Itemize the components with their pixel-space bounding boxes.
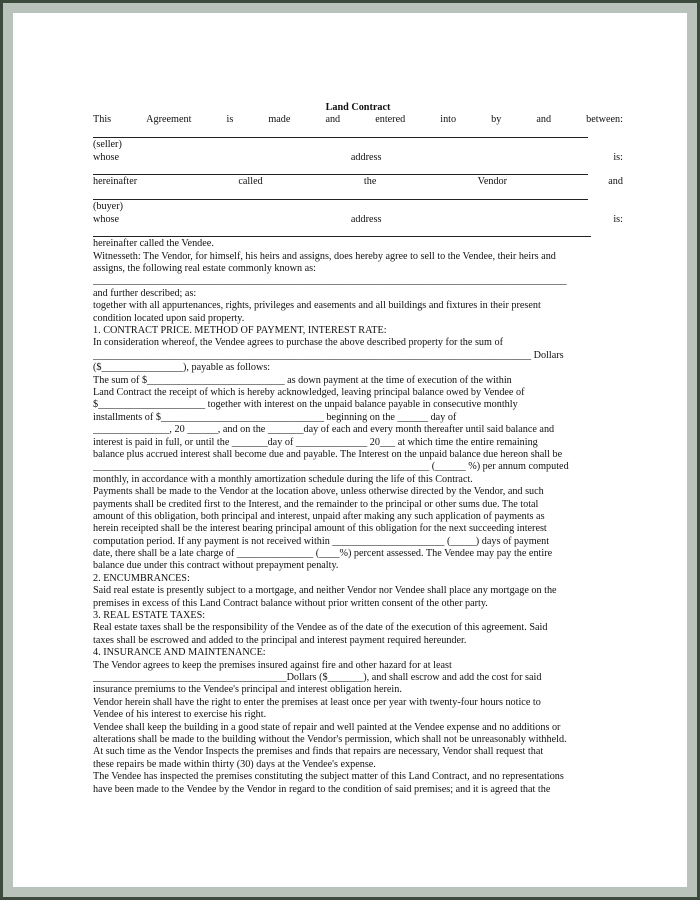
text-line: Real estate taxes shall be the responsibility of the Vendee as of the date of the execution of this agreement. Said [93,622,548,634]
text-line: insurance premiums to the Vendee's principal and interest obligation herein. [93,684,402,696]
text-line: $_____________________ together with interest on the unpaid balance payable in consecutive monthly [93,399,518,411]
text-line: date, there shall be a late charge of _______________ (____%) percent assessed. The Vendee may pay the entire [93,548,553,560]
document-frame [3,3,697,897]
seller-address-blank [93,164,623,176]
text-line: Land Contract the receipt of which is hereby acknowledged, leaving principal balance owed by Vendee of [93,387,525,398]
text-line: The Vendee has inspected the premises constituting the subject matter of this Land Contract, and no representations [93,771,564,783]
text-line: these repairs be made within thirty (30) days at the Vendee's expense. [93,758,376,770]
seller-address-line: whose address is: [93,151,623,163]
text-line: taxes shall be escrowed and added to the principal and interest payment required hereunder. [93,634,467,646]
buyer-address-blank [93,226,623,238]
document-page [13,13,687,887]
seller-name-blank [93,127,623,139]
text-line: Vendor herein shall have the right to enter the premises at least once per year with twenty-four hours notice to [93,696,541,708]
text-line: computation period. If any payment is not received within ______________________ (_____) days of payment [93,535,550,547]
text-line: and further described; as: [93,287,197,299]
seller-label: (seller) [93,139,122,151]
text-line: have been made to the Vendee by the Vendor in regard to the condition of said premises; and it is agreed that the [93,783,551,795]
buyer-address-line: whose address is: [93,213,623,225]
document-title: Land Contract [325,102,391,113]
text-line: _______________, 20 ______, and on the _______day of each and every month thereafter until said balance and [93,424,555,436]
text-line: Witnesseth: The Vendor, for himself, his heirs and assigns, does hereby agree to sell to the Vendee, their heirs and [93,250,556,262]
section-heading: 2. ENCUMBRANCES: [93,572,190,584]
text-line: herein receipted shall be the interest bearing principal amount of this obligation for the next succeeding interest [93,523,547,535]
section-heading: 1. CONTRACT PRICE. METHOD OF PAYMENT, INTEREST RATE: [93,325,387,337]
text-line: together with all appurtenances, rights, privileges and easements and all buildings and fixtures in their present [93,300,541,312]
text-line: __________________________________________________________________ (______ %) per annum computed [93,461,569,473]
text-line: installments of $________________________________ beginning on the ______ day of [93,411,457,423]
text-line: In consideration whereof, the Vendee agrees to purchase the above described property for the sum of [93,337,503,349]
text-line: assigns, the following real estate commonly known as: [93,263,316,275]
text-line: monthly, in accordance with a monthly amortization schedule during the life of this Contract. [93,473,473,485]
text-line: Vendee of his interest to exercise his right. [93,709,267,721]
section-heading: 4. INSURANCE AND MAINTENANCE: [93,647,266,659]
text-line: At such time as the Vendor Inspects the premises and finds that repairs are necessary, Vendor shall request that [93,746,544,758]
text-line: hereinafter called the Vendee. [93,238,214,250]
text-line: Vendee shall keep the building in a good state of repair and well painted at the Vendee expense and no additions or [93,721,561,733]
text-line: ($________________), payable as follows: [93,362,271,374]
contract-paragraphs [93,238,623,796]
text-line: ______________________________________________________________________________________ Dollars [93,349,564,361]
text-line: balance due under this contract without prepayment penalty. [93,560,339,572]
text-line: The Vendor agrees to keep the premises insured against fire and other hazard for at least [93,659,452,671]
text-line: Payments shall be made to the Vendor at the location above, unless otherwise directed by the Vendor, and such [93,486,544,498]
text-line: ______________________________________Dollars ($_______), and shall escrow and add the cost for said [93,671,542,683]
text-line: premises in excess of this Land Contract balance without prior written consent of the other party. [93,597,488,609]
buyer-label: (buyer) [93,201,123,213]
section-heading: 3. REAL ESTATE TAXES: [93,610,206,622]
text-line: condition located upon said property. [93,312,245,324]
buyer-name-blank [93,189,623,201]
text-line: The sum of $___________________________ as down payment at the time of execution of the within [93,374,512,386]
property-blank: _____________________________________________________________________________________________ [93,275,567,287]
text-line: alterations shall be made to the building without the Vendor's permission, which shall not be unreasonably withheld. [93,733,567,745]
text-line: Said real estate is presently subject to a mortgage, and neither Vendor nor Vendee shall place any mortgage on the [93,585,557,597]
text-line: payments shall be credited first to the Interest, and the remainder to the principal or other sums due. The total [93,498,539,510]
text-line: balance plus accrued interest shall become due and payable. The Interest on the unpaid balance due hereon shall be [93,448,563,460]
text-line: amount of this obligation, both principal and interest, unpaid after making any such application of payments as [93,510,545,522]
vendor-line: hereinafter called the Vendor and [93,176,623,188]
text-line: interest is paid in full, or until the _______day of ______________ 20___ at which time the entire remaining [93,436,538,448]
intro-line: This Agreement is made and entered into by and between: [93,114,623,126]
contract-body [93,102,623,796]
